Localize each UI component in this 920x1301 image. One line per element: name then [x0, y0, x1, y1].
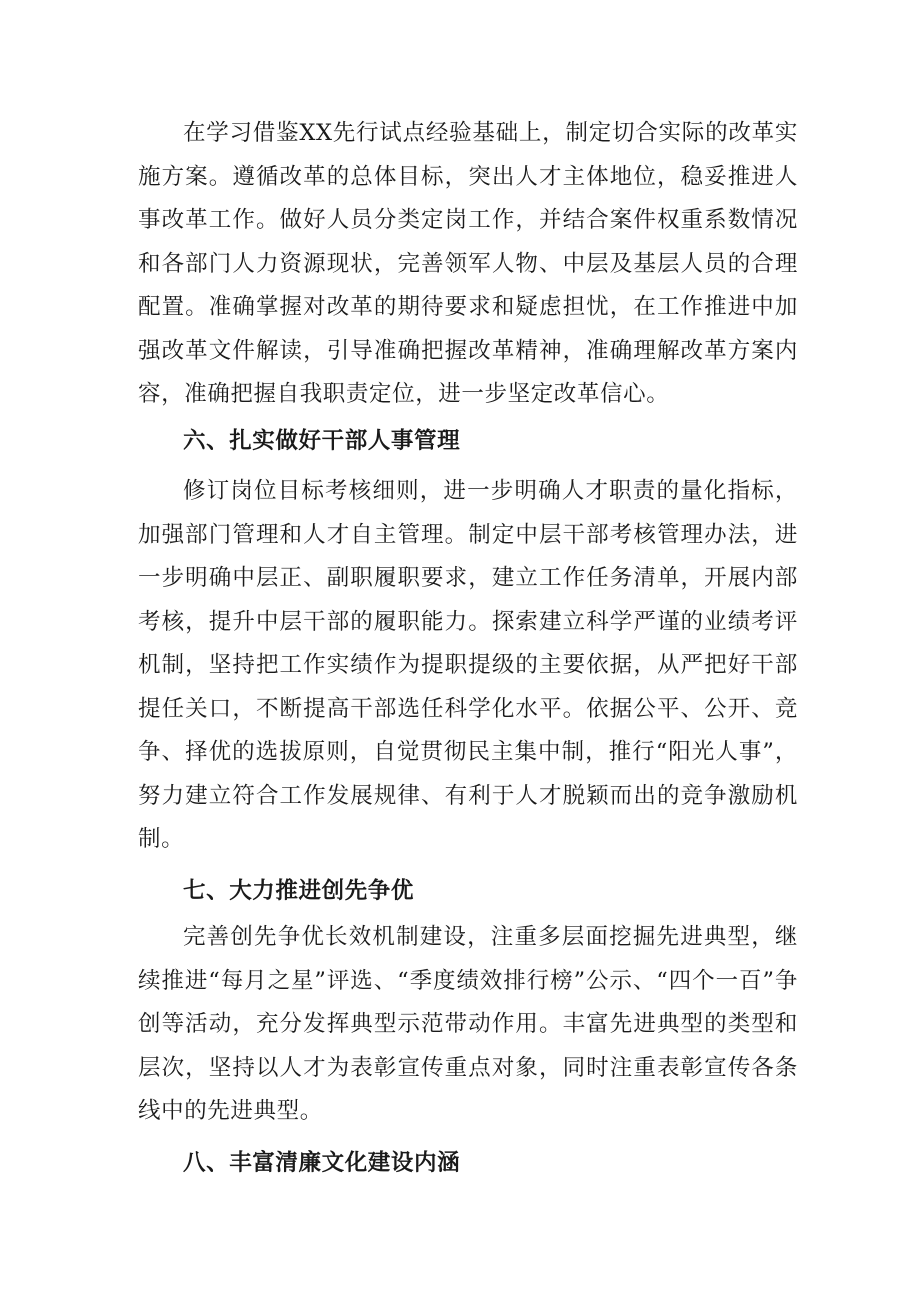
body-paragraph: 在学习借鉴XX先行试点经验基础上，制定切合实际的改革实施方案。遵循改革的总体目标，突出人才主体地位，稳妥推进人事改革工作。做好人员分类定岗工作，并结合案件权重系数情况和各部门人力资源现状，完善领军人物、中层及基层人员的合理配置。准确掌握对改革的期待要求和疑虑担忧，在工作推进中加强改革文件解读，引导准确把握改革精神，准确理解改革方案内容，准确把握自我职责定位，进一步坚定改革信心。	[138, 120, 798, 407]
section-heading-8: 八、丰富清廉文化建设内涵	[183, 1149, 461, 1176]
section-heading-6: 六、扎实做好干部人事管理	[183, 427, 461, 454]
body-paragraph: 修订岗位目标考核细则，进一步明确人才职责的量化指标，加强部门管理和人才自主管理。制定中层干部考核管理办法，进一步明确中层正、副职履职要求，建立工作任务清单，开展内部考核，提升中层干部的履职能力。探索建立科学严谨的业绩考评机制，坚持把工作实绩作为提职提级的主要依据，从严把好干部提任关口，不断提高干部选任科学化水平。依据公平、公开、竞争、择优的选拔原则，自觉贯彻民主集中制，推行“阳光人事”，努力建立符合工作发展规律、有利于人才脱颖而出的竞争激励机制。	[138, 478, 798, 852]
body-paragraph: 完善创先争优长效机制建设，注重多层面挖掘先进典型，继续推进“每月之星”评选、“季度绩效排行榜”公示、“四个一百”争创等活动，充分发挥典型示范带动作用。丰富先进典型的类型和层次，坚持以人才为表彰宣传重点对象，同时注重表彰宣传各条线中的先进典型。	[138, 924, 798, 1124]
section-heading-7: 七、大力推进创先争优	[183, 877, 415, 904]
document-page	[138, 112, 798, 1185]
